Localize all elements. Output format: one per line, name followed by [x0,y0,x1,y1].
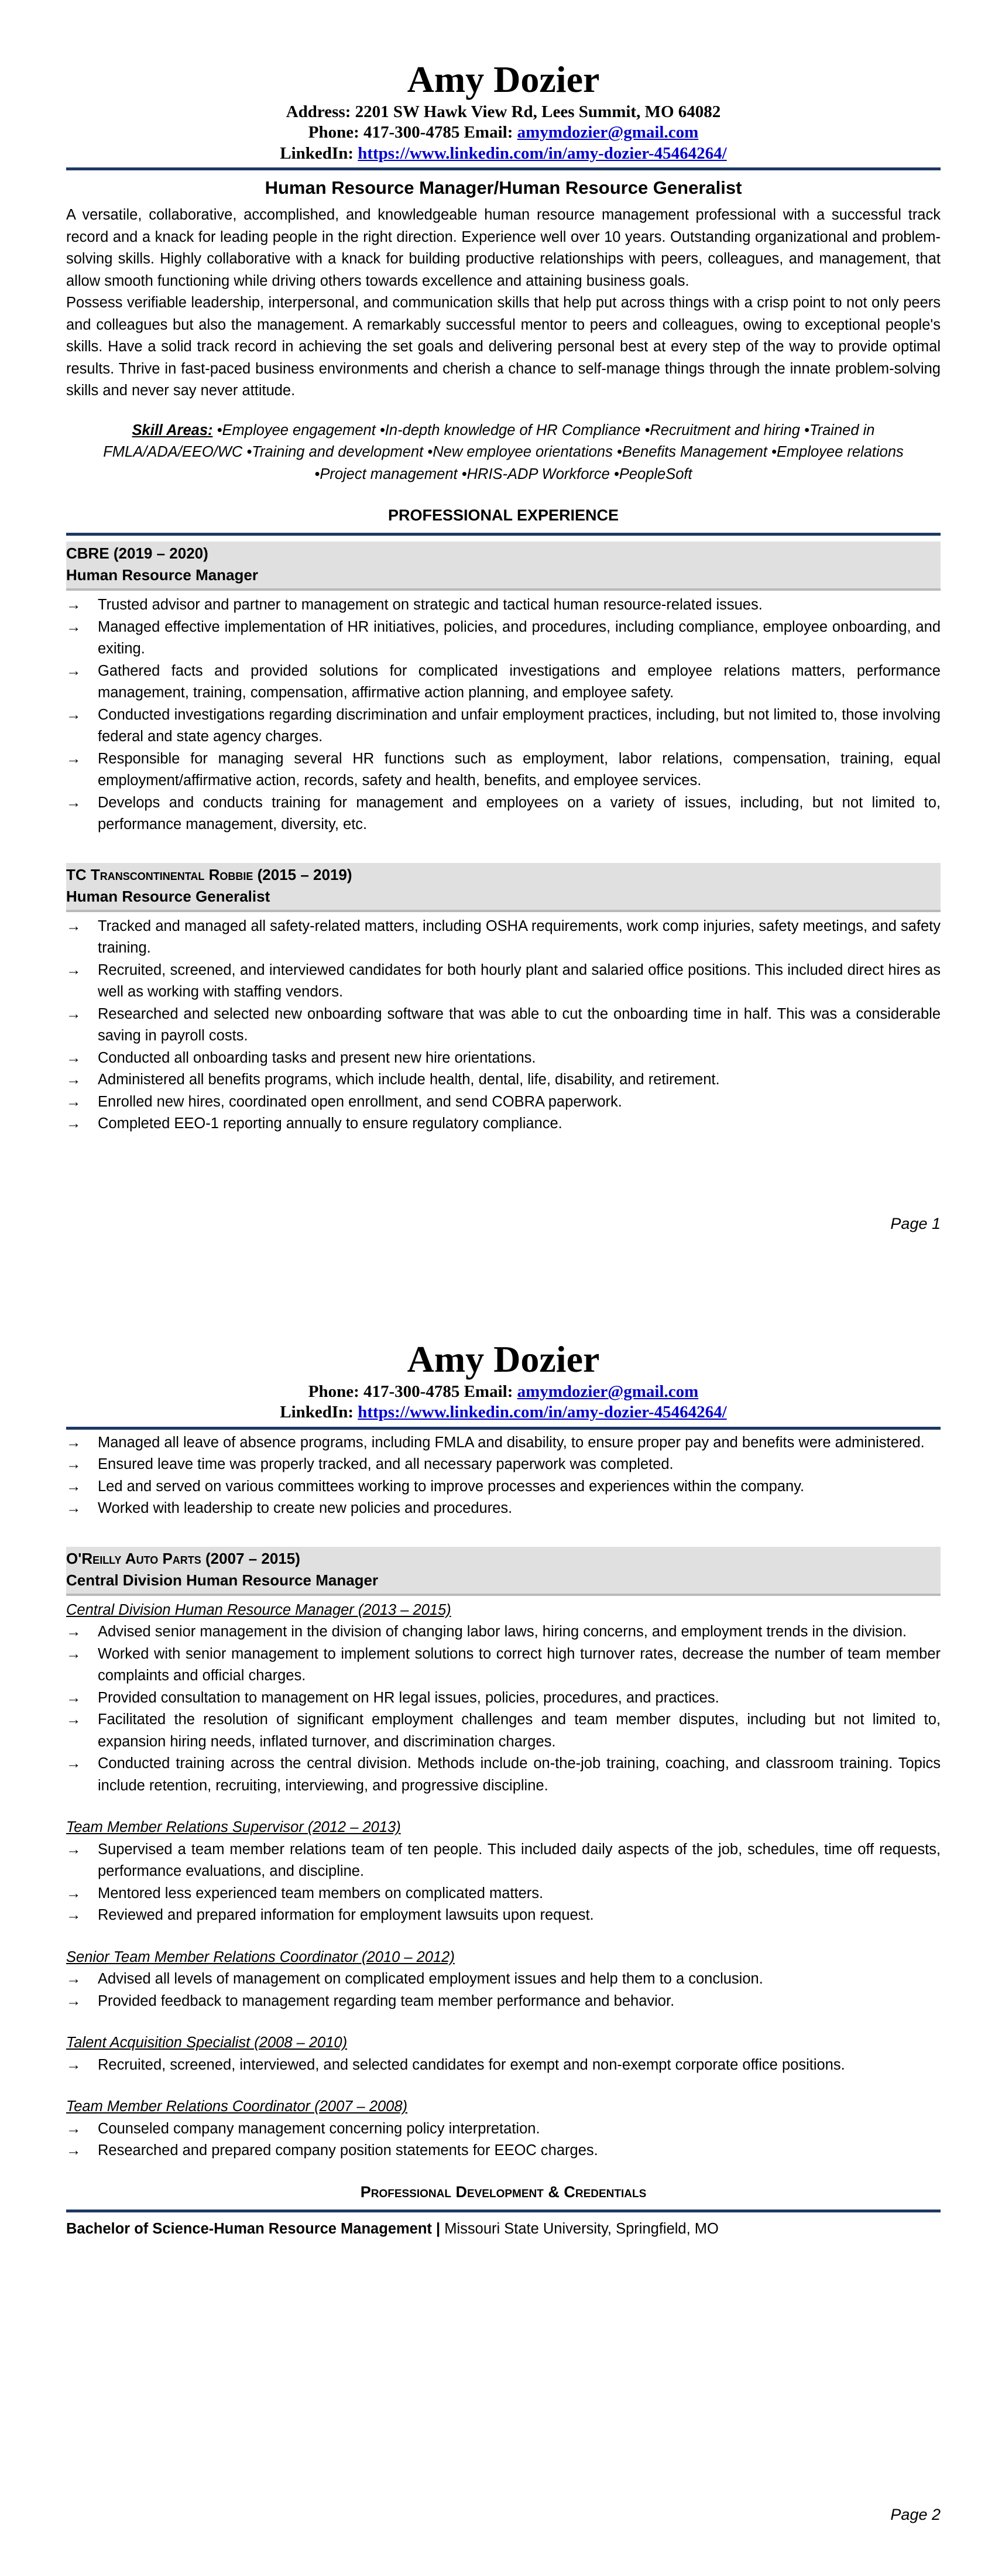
arrow-icon: → [66,1755,81,1772]
skill-areas-list: •Employee engagement •In-depth knowledge of HR Compliance •Recruitment and hiring •Trained in FMLA/ADA/EEO/WC •Training and development •New employee orientations •Benefits Management •Employee relations •Project management •HRIS-ADP Workforce •PeopleSoft [103,422,904,482]
degree: Bachelor of Science-Human Resource Management | [66,2220,441,2237]
list-item: → Recruited, screened, and interviewed candidates for both hourly plant and salaried office positions. This included direct hires as well as working with staffing vendors. [66,960,941,1003]
subrole-bullets [66,1621,941,1797]
linkedin-link[interactable]: https://www.linkedin.com/in/amy-dozier-45464264/ [358,143,727,163]
arrow-icon: → [66,750,81,767]
job-header-oreilly [66,1547,941,1596]
list-item: → Facilitated the resolution of significant employment challenges and team member disputes, including but not limited to, expansion hiring needs, inflated turnover, and discrimination charges. [66,1709,941,1753]
experience-section-title: PROFESSIONAL EXPERIENCE [66,506,941,536]
page-number: Page 2 [890,2506,941,2523]
arrow-icon: → [66,1005,81,1022]
list-item: → Counseled company management concerning policy interpretation. [66,2118,941,2140]
page-2-content [66,1338,941,2240]
tc-bullets-continued [66,1432,941,1520]
subrole-title: Team Member Relations Supervisor (2012 – 2013) [66,1819,401,1836]
list-item: → Provided consultation to management on HR legal issues, policies, procedures, and practices. [66,1687,941,1710]
subrole-bullets [66,2054,941,2077]
company-name: TC Transcontinental Robbie (2015 – 2019) [66,865,352,883]
list-item: → Managed effective implementation of HR initiatives, policies, and procedures, including compliance, employee onboarding, and exiting. [66,616,941,660]
arrow-icon: → [66,1907,81,1924]
phone-value: 417-300-4785 [363,1382,460,1401]
resume-headline: Human Resource Manager/Human Resource Generalist [265,177,742,198]
arrow-icon: → [66,1093,81,1110]
arrow-icon: → [66,618,81,635]
phone-email-line [66,122,941,143]
skill-areas [84,420,923,486]
subrole-title: Team Member Relations Coordinator (2007 – 2008) [66,2098,408,2115]
subrole-title: Talent Acquisition Specialist (2008 – 2010) [66,2034,348,2051]
linkedin-link[interactable]: https://www.linkedin.com/in/amy-dozier-45464264/ [358,1403,727,1422]
list-item: → Responsible for managing several HR functions such as employment, labor relations, compensation, training, equal employment/affirmative action, records, safety and health, benefits, and employee services. [66,748,941,792]
job-role: Human Resource Manager [66,566,258,584]
arrow-icon: → [66,2056,81,2073]
arrow-icon: → [66,917,81,934]
arrow-icon: → [66,1115,81,1132]
header-divider [66,167,941,170]
job-role: Central Division Human Resource Manager [66,1571,379,1589]
list-item: → Worked with leadership to create new policies and procedures. [66,1498,941,1520]
list-item: → Gathered facts and provided solutions for complicated investigations and employee relations matters, performance management, training, compensation, affirmative action planning, and employee safety. [66,660,941,704]
list-item: → Advised all levels of management on complicated employment issues and help them to a conclusion. [66,1968,941,1991]
list-item: → Managed all leave of absence programs, including FMLA and disability, to ensure proper pay and benefits were administered. [66,1432,941,1454]
phone-label: Phone: [308,1382,359,1401]
list-item: → Reviewed and prepared information for employment lawsuits upon request. [66,1904,941,1927]
arrow-icon: → [66,1049,81,1066]
resume-page-2 [0,1288,995,2576]
cbre-bullets [66,594,941,836]
list-item: → Supervised a team member relations team of ten people. This included daily aspects of the job, schedules, time off requests, performance evaluations, and discipline. [66,1839,941,1883]
list-item: → Worked with senior management to implement solutions to correct high turnover rates, decrease the number of team member complaints and official charges. [66,1643,941,1687]
arrow-icon: → [66,1971,81,1988]
list-item: → Tracked and managed all safety-related matters, including OSHA requirements, work comp injuries, safety meetings, and safety training. [66,916,941,960]
arrow-icon: → [66,1841,81,1858]
arrow-icon: → [66,1645,81,1662]
subrole-title: Central Division Human Resource Manager (2013 – 2015) [66,1601,451,1618]
list-item: → Trusted advisor and partner to management on strategic and tactical human resource-related issues. [66,594,941,616]
arrow-icon: → [66,2142,81,2159]
arrow-icon: → [66,1992,81,2009]
job-header-cbre [66,542,941,591]
arrow-icon: → [66,1071,81,1088]
arrow-icon: → [66,1623,81,1640]
arrow-icon: → [66,2120,81,2137]
education-section-title: Professional Development & Credentials [66,2183,941,2212]
list-item: → Researched and prepared company position statements for EEOC charges. [66,2140,941,2162]
list-item: → Conducted training across the central division. Methods include on-the-job training, coaching, and classroom training. Topics include retention, recruiting, interviewing, and progressive discipline. [66,1753,941,1797]
arrow-icon: → [66,1689,81,1706]
school: Missouri State University, Springfield, MO [444,2220,719,2237]
summary-paragraph-2: Possess verifiable leadership, interpersonal, and communication skills that help put across things with a crisp point to not only peers and colleagues but also the management. A remarkably successful mentor to peers and colleagues, owing to exceptional people's skills. Have a solid track record in achieving the set goals and delivering personal best at every step of the way to provide optimal results. Thrive in fast-paced business environments and cherish a chance to self-manage things through the innate problem-solving skills and never say never attitude. [66,294,941,399]
address-value: 2201 SW Hawk View Rd, Lees Summit, MO 64082 [355,102,721,121]
address-label: Address: [286,102,351,121]
subrole-bullets [66,1839,941,1927]
tc-bullets [66,916,941,1135]
company-name: CBRE (2019 – 2020) [66,544,208,563]
list-item: → Enrolled new hires, coordinated open enrollment, and send COBRA paperwork. [66,1091,941,1114]
subrole-title: Senior Team Member Relations Coordinator (2010 – 2012) [66,1948,455,1965]
job-role: Human Resource Generalist [66,887,270,905]
arrow-icon: → [66,1711,81,1728]
list-item: → Completed EEO-1 reporting annually to ensure regulatory compliance. [66,1113,941,1135]
arrow-icon: → [66,961,81,978]
subrole-bullets [66,2118,941,2162]
list-item: → Advised senior management in the division of changing labor laws, hiring concerns, and employment trends in the division. [66,1621,941,1643]
linkedin-line [66,1402,941,1423]
address-line [66,102,941,122]
email-label: Email: [464,123,513,142]
arrow-icon: → [66,794,81,811]
email-label: Email: [464,1382,513,1401]
list-item: → Administered all benefits programs, which include health, dental, life, disability, and retirement. [66,1069,941,1091]
subrole-bullets [66,1968,941,2012]
list-item: → Mentored less experienced team members on complicated matters. [66,1883,941,1905]
linkedin-label: LinkedIn: [280,1403,354,1422]
list-item: → Conducted investigations regarding discrimination and unfair employment practices, including, but not limited to, those involving federal and state agency charges. [66,704,941,748]
arrow-icon: → [66,1885,81,1902]
list-item: → Recruited, screened, interviewed, and selected candidates for exempt and non-exempt corporate office positions. [66,2054,941,2077]
phone-email-line [66,1382,941,1402]
arrow-icon: → [66,1478,81,1495]
arrow-icon: → [66,597,81,614]
email-link[interactable]: amymdozier@gmail.com [517,123,699,142]
arrow-icon: → [66,1434,81,1451]
job-header-tc-transcontinental [66,863,941,912]
arrow-icon: → [66,662,81,679]
email-link[interactable]: amymdozier@gmail.com [517,1382,699,1401]
list-item: → Develops and conducts training for management and employees on a variety of issues, including, but not limited to, performance management, diversity, etc. [66,792,941,836]
candidate-name: Amy Dozier [407,59,600,100]
linkedin-line [66,143,941,164]
list-item: → Led and served on various committees working to improve processes and experiences within the company. [66,1476,941,1498]
header-divider [66,1427,941,1430]
education-entry [66,2218,941,2241]
summary-paragraph-1: A versatile, collaborative, accomplished, and knowledgeable human resource management professional with a successful track record and a knack for leading people in the right direction. Experience well over 10 years. Outstanding organizational and problem-solving skills. Highly collaborative with a knack for building productive relationships with peers, colleagues, and management, that allow smooth functioning while driving others towards excellence and attaining business goals. [66,207,941,289]
list-item: → Ensured leave time was properly tracked, and all necessary paperwork was completed. [66,1454,941,1476]
linkedin-label: LinkedIn: [280,143,354,163]
arrow-icon: → [66,1500,81,1517]
page-1-content [66,61,941,1135]
page-number: Page 1 [890,1215,941,1232]
arrow-icon: → [66,1456,81,1473]
phone-label: Phone: [308,123,359,142]
skill-areas-label: Skill Areas: [132,422,213,439]
list-item: → Researched and selected new onboarding software that was able to cut the onboarding time in half. This was a considerable saving in payroll costs. [66,1003,941,1047]
list-item: → Conducted all onboarding tasks and present new hire orientations. [66,1047,941,1070]
candidate-name: Amy Dozier [407,1338,600,1380]
list-item: → Provided feedback to management regarding team member performance and behavior. [66,1991,941,2013]
phone-value: 417-300-4785 [363,123,460,142]
company-name: O'Reilly Auto Parts (2007 – 2015) [66,1549,300,1567]
arrow-icon: → [66,706,81,723]
